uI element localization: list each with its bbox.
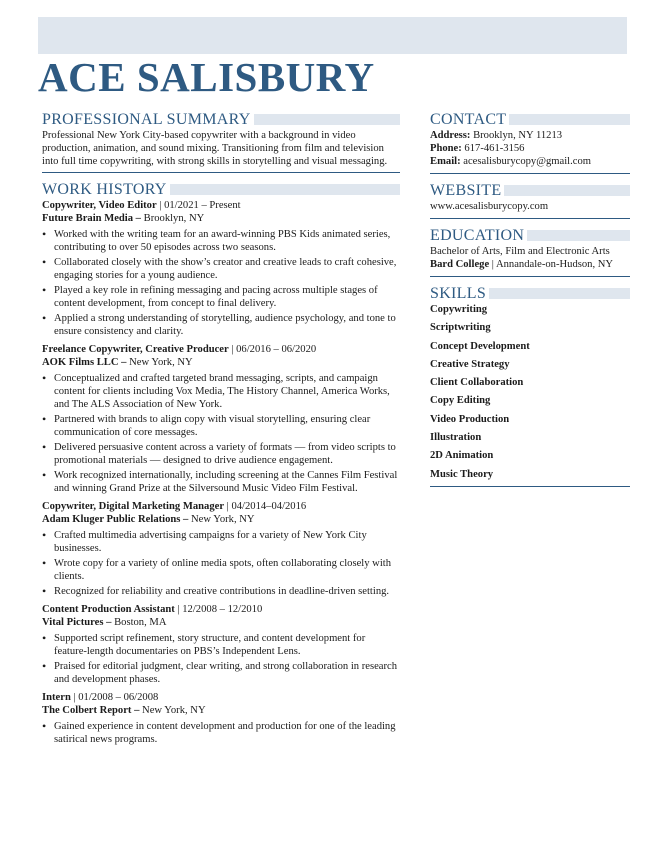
education-heading: EDUCATION xyxy=(430,227,630,243)
job-company-line xyxy=(42,513,400,526)
bullet-item: • Supported script refinement, story structure, and content development for feature-length documentaries on PBS’s Independent Lens. xyxy=(42,632,400,658)
job-location: New York, NY xyxy=(188,514,255,525)
skill-item: Client Collaboration xyxy=(430,377,524,389)
bullet-item: • Praised for editorial judgment, clear writing, and strong collaboration in research and development phases. xyxy=(42,660,400,686)
job-entry xyxy=(42,343,400,495)
job-entry xyxy=(42,199,400,338)
bullet-item: • Partnered with brands to align copy with visual storytelling, ensuring clear communication of core messages. xyxy=(42,413,400,439)
job-dates: | 06/2016 – 06/2020 xyxy=(228,344,317,355)
contact-heading: CONTACT xyxy=(430,111,630,127)
job-entry xyxy=(42,691,400,746)
skill-item: Creative Strategy xyxy=(430,358,510,370)
job-bullets xyxy=(42,372,400,495)
website-divider xyxy=(430,218,630,219)
job-title-line xyxy=(42,691,400,704)
job-company: Adam Kluger Public Relations – xyxy=(42,514,189,525)
job-location: Brooklyn, NY xyxy=(140,213,205,224)
summary-divider xyxy=(42,172,400,173)
job-title-line xyxy=(42,199,400,212)
bullet-item: • Worked with the writing team for an award-winning PBS Kids animated series, contributing to over 50 episodes across two seasons. xyxy=(42,228,400,254)
website-heading: WEBSITE xyxy=(430,182,630,198)
header-band xyxy=(38,17,627,54)
job-entry xyxy=(42,500,400,598)
jobs-list xyxy=(42,199,400,746)
skill-item: Copy Editing xyxy=(430,395,491,407)
education-section xyxy=(430,227,630,277)
job-company-line xyxy=(42,212,400,225)
job-company: Vital Pictures – xyxy=(42,617,112,628)
job-location: Boston, MA xyxy=(111,617,167,628)
job-location: New York, NY xyxy=(139,705,206,716)
bullet-item: • Played a key role in refining messaging and pacing across multiple stages of content development, from concept to final delivery. xyxy=(42,284,400,310)
summary-text: Professional New York City-based copywriter with a background in video production, animation, and sound mixing. Transitioning from film and television into full time copywriting, with strong skills in storytelling and visual messaging. xyxy=(42,130,388,167)
website-url: www.acesalisburycopy.com xyxy=(430,201,549,212)
job-company: Future Brain Media – xyxy=(42,213,141,224)
bullet-item: • Gained experience in content development and production for one of the leading satirical news programs. xyxy=(42,720,400,746)
job-title: Content Production Assistant xyxy=(42,604,175,615)
summary-heading: PROFESSIONAL SUMMARY xyxy=(42,111,400,127)
bullet-item: • Recognized for reliability and creative contributions in deadline-driven setting. xyxy=(42,585,400,598)
job-title-line xyxy=(42,603,400,616)
skills-divider xyxy=(430,486,630,487)
bullet-item: • Crafted multimedia advertising campaigns for a variety of New York City businesses. xyxy=(42,529,400,555)
job-bullets xyxy=(42,529,400,598)
skills-list xyxy=(430,303,630,481)
skill-item: Scriptwriting xyxy=(430,322,491,334)
job-bullets xyxy=(42,720,400,746)
bullet-item: • Work recognized internationally, including screening at the Cannes Film Festival and winning Grand Prize at the Silversound Music Video Film Festival. xyxy=(42,469,400,495)
bullet-item: • Wrote copy for a variety of online media spots, often collaborating closely with clients. xyxy=(42,557,400,583)
education-divider xyxy=(430,276,630,277)
job-title: Intern xyxy=(42,692,71,703)
job-title: Freelance Copywriter, Creative Producer xyxy=(42,344,229,355)
job-dates: | 01/2021 – Present xyxy=(156,200,241,211)
job-title-line xyxy=(42,343,400,356)
job-company-line xyxy=(42,616,400,629)
job-dates: | 01/2008 – 06/2008 xyxy=(70,692,159,703)
contact-address: Address: Brooklyn, NY 11213 xyxy=(430,130,563,141)
job-company: AOK Films LLC – xyxy=(42,357,127,368)
skill-item: Illustration xyxy=(430,432,482,444)
contact-divider xyxy=(430,173,630,174)
bullet-item: • Collaborated closely with the show’s creator and creative leads to craft cohesive, engaging stories for a young audience. xyxy=(42,256,400,282)
bullet-item: • Delivered persuasive content across a variety of formats — from video scripts to promotional materials — designed to drive audience engagement. xyxy=(42,441,400,467)
skills-section xyxy=(430,285,630,487)
job-location: New York, NY xyxy=(126,357,193,368)
left-column xyxy=(42,111,400,748)
education-degree: Bachelor of Arts, Film and Electronic Arts xyxy=(430,246,610,257)
contact-email: Email: acesalisburycopy@gmail.com xyxy=(430,156,591,167)
job-dates: | 12/2008 – 12/2010 xyxy=(174,604,263,615)
right-column xyxy=(430,111,630,495)
bullet-item: • Conceptualized and crafted targeted brand messaging, scripts, and campaign content for clients including Vox Media, The History Channel, America Works, and The ALS Association of New York. xyxy=(42,372,400,411)
job-bullets xyxy=(42,632,400,686)
contact-phone: Phone: 617-461-3156 xyxy=(430,143,525,154)
contact-section xyxy=(430,111,630,174)
job-company-line xyxy=(42,704,400,717)
job-title: Copywriter, Video Editor xyxy=(42,200,157,211)
skill-item: Concept Development xyxy=(430,340,530,352)
job-dates: | 04/2014–04/2016 xyxy=(224,501,307,512)
job-company: The Colbert Report – xyxy=(42,705,140,716)
skill-item: 2D Animation xyxy=(430,450,494,462)
website-section xyxy=(430,182,630,219)
work-history-heading: WORK HISTORY xyxy=(42,181,400,197)
job-company-line xyxy=(42,356,400,369)
candidate-name: ACE SALISBURY xyxy=(38,54,375,100)
job-entry xyxy=(42,603,400,686)
bullet-item: • Applied a strong understanding of storytelling, audience psychology, and tone to ensure consistency and clarity. xyxy=(42,312,400,338)
skill-item: Music Theory xyxy=(430,468,494,480)
job-title-line xyxy=(42,500,400,513)
skill-item: Copywriting xyxy=(430,304,488,315)
education-school: Bard College | Annandale-on-Hudson, NY xyxy=(430,259,614,270)
job-bullets xyxy=(42,228,400,338)
skills-heading: SKILLS xyxy=(430,285,630,301)
job-title: Copywriter, Digital Marketing Manager xyxy=(42,501,225,512)
skill-item: Video Production xyxy=(430,413,510,425)
